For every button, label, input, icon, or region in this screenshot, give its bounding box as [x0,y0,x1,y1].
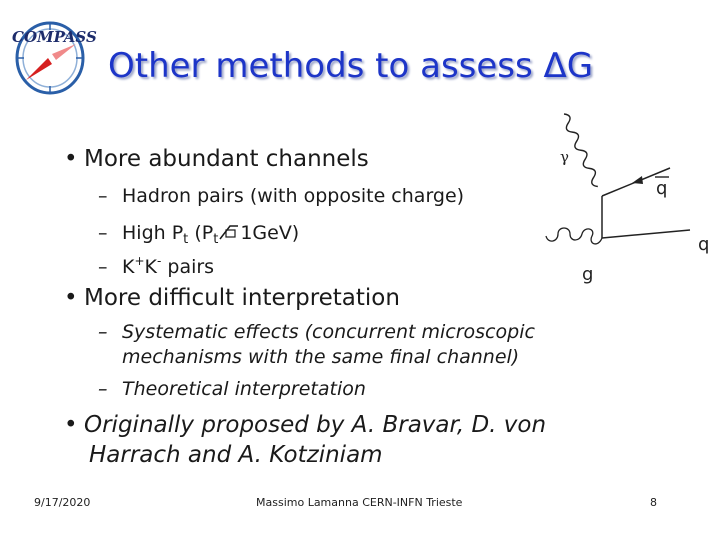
dash: – [98,185,108,207]
feynman-diagram-graphic [540,110,715,285]
sub-systematic-effects [98,321,535,343]
bullet-text: More abundant channels [84,146,369,172]
feynman-diagram [540,110,715,285]
compass-logo-graphic [6,10,104,96]
sub-high-pt [98,222,299,247]
gluon-label: g [582,264,594,285]
footer-date: 9/17/2020 [34,496,91,509]
gamma-label: γ [560,148,569,166]
sub-text-prefix: K [122,256,135,278]
bullet-dot: • [64,146,78,172]
footer-page-number: 8 [650,496,657,509]
dash: – [98,321,108,343]
bullet-dot: • [64,412,78,438]
superscript-minus: - [157,254,162,268]
antiquark-label: q [656,178,668,199]
footer-author: Massimo Lamanna CERN-INFN Trieste [256,496,463,509]
bullet-originally-proposed-cont: Harrach and A. Kotziniam [89,442,383,468]
sub-text: Systematic effects (concurrent microscopic [122,321,535,343]
sub-hadron-pairs [98,185,464,207]
quark-label: q [698,234,710,255]
bullet-more-abundant [56,146,369,172]
greater-symbol-icon [218,223,240,241]
dash: – [98,378,108,400]
bullet-text: Originally proposed by A. Bravar, D. von [84,412,547,438]
sub-text-suffix: pairs [161,256,215,278]
superscript-plus: + [134,254,145,268]
bullet-text: More difficult interpretation [84,285,400,311]
sub-text: Hadron pairs (with opposite charge) [122,185,465,207]
sub-text: Theoretical interpretation [122,378,366,400]
sub-theoretical [98,378,366,400]
bullet-dot: • [64,285,78,311]
sub-text-prefix: High P [122,222,184,244]
quark-line [602,230,690,238]
subscript-t: t [183,232,189,247]
sub-text-suffix: 1GeV) [240,222,300,244]
dash: – [98,222,108,244]
sub-kk-pairs [98,254,214,278]
dash: – [98,256,108,278]
subscript-t: t [213,232,219,247]
sub-systematic-effects-cont: mechanisms with the same final channel) [122,346,520,368]
logo-text: COMPASS [12,28,97,46]
slide-title: Other methods to assess ΔG [108,46,594,86]
sub-text-mid: K [144,256,157,278]
gluon-line [546,228,602,244]
bullet-originally-proposed [56,412,546,438]
sub-text-mid: (P [188,222,214,244]
compass-logo [6,10,104,96]
bullet-more-difficult [56,285,400,311]
